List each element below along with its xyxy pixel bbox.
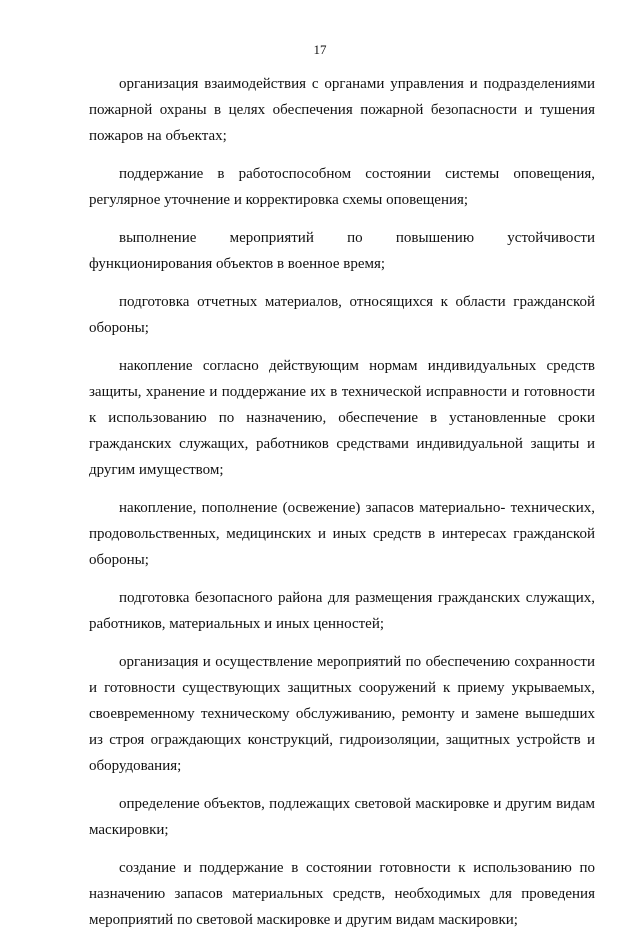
document-body <box>89 71 595 945</box>
paragraph-reporting-materials: подготовка отчетных материалов, относящихся к области гражданской обороны; <box>89 294 595 336</box>
paragraph-protective-structures: организация и осуществление мероприятий по обеспечению сохранности и готовности существующих защитных сооружений к приему укрываемых, своевременному техническому обслуживанию, ремонту и замене вышедших из строя ограждающих конструкций, гидроизоляции, защитных устройств и оборудования; <box>89 654 595 774</box>
paragraph-material-reserves: накопление, пополнение (освежение) запасов материально- технических, продовольственных, медицинских и иных средств в интересах гражданской обороны; <box>89 500 595 568</box>
paragraph-notification-system: поддержание в работоспособном состоянии системы оповещения, регулярное уточнение и корректировка схемы оповещения; <box>89 166 595 208</box>
paragraph-masking-reserves: создание и поддержание в состоянии готовности к использованию по назначению запасов материальных средств, необходимых для проведения мероприятий по световой маскировке и другим видам маскировки; <box>89 860 595 928</box>
paragraph-wartime-sustainability: выполнение мероприятий по повышению устойчивости функционирования объектов в военное время; <box>89 230 595 272</box>
paragraph-safe-area: подготовка безопасного района для размещения гражданских служащих, работников, материальных и иных ценностей; <box>89 590 595 632</box>
paragraph-personal-protective-equipment: накопление согласно действующим нормам индивидуальных средств защиты, хранение и поддержание их в технической исправности и готовности к использованию по назначению, обеспечение в установленные сроки гражданских служащих, работников средствами индивидуальной защиты и другим имуществом; <box>89 358 595 478</box>
paragraph-light-masking-objects: определение объектов, подлежащих световой маскировке и другим видам маскировки; <box>89 796 595 838</box>
page-number: 17 <box>313 42 327 57</box>
paragraph-fire-protection-interaction: организация взаимодействия с органами управления и подразделениями пожарной охраны в целях обеспечения пожарной безопасности и тушения пожаров на объектах; <box>89 76 595 144</box>
